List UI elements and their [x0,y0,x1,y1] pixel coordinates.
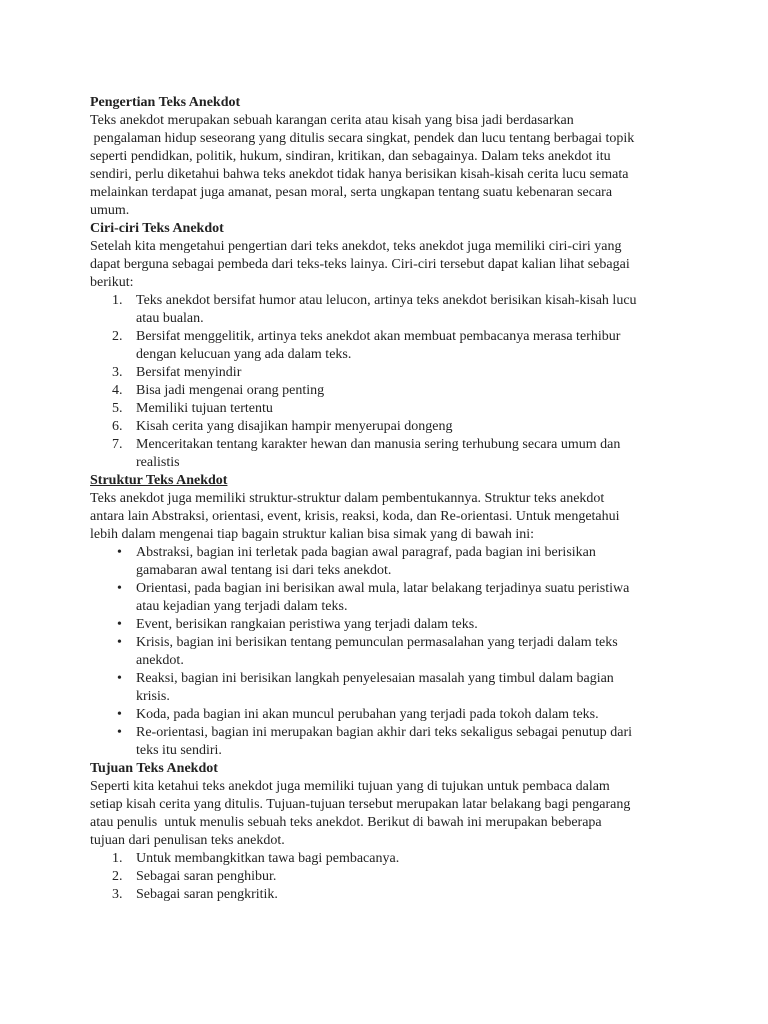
list-item [90,436,710,472]
list-item-text: Bersifat menyindir [136,365,242,380]
list-item-text: Kisah cerita yang disajikan hampir menyerupai dongeng [136,419,453,434]
list-item-text: Menceritakan tentang karakter hewan dan manusia sering terhubung secara umum dan [136,437,621,452]
struktur-list [90,544,710,760]
list-item-text: Abstraksi, bagian ini terletak pada bagian awal paragraf, pada bagian ini berisikan [136,545,596,560]
list-item-text: Orientasi, pada bagian ini berisikan awal mula, latar belakang terjadinya suatu peristiwa [136,581,630,596]
list-item [90,616,710,634]
list-item [90,544,710,580]
paragraph-struktur [90,490,710,544]
tujuan-list [90,850,710,904]
list-item [90,580,710,616]
section-heading-struktur: Struktur Teks Anekdot [90,473,228,488]
list-item-text: teks itu sendiri. [136,743,222,758]
text-line: atau penulis untuk menulis sebuah teks anekdot. Berikut di bawah ini merupakan beberapa [90,815,602,830]
text-line: setiap kisah cerita yang ditulis. Tujuan-tujuan tersebut merupakan latar belakang bagi pengarang [90,797,631,812]
bullet-icon: • [117,707,122,722]
list-item [90,364,710,382]
text-line: berikut: [90,275,134,290]
text-line: antara lain Abstraksi, orientasi, event, krisis, reaksi, koda, dan Re-orientasi. Untuk mengetahui [90,509,620,524]
ciri-ciri-list [90,292,710,472]
bullet-icon: • [117,581,122,596]
list-item-text: Untuk membangkitkan tawa bagi pembacanya. [136,851,400,866]
text-line: umum. [90,203,130,218]
bullet-icon: • [117,617,122,632]
document-page [90,94,710,904]
list-item [90,328,710,364]
list-item-text: anekdot. [136,653,184,668]
list-item [90,400,710,418]
list-number: 3. [112,887,123,902]
list-item-text: Reaksi, bagian ini berisikan langkah penyelesaian masalah yang timbul dalam bagian [136,671,614,686]
list-item [90,634,710,670]
list-item [90,382,710,400]
list-item-text: Sebagai saran penghibur. [136,869,277,884]
list-number: 6. [112,419,123,434]
list-item [90,724,710,760]
list-number: 2. [112,329,123,344]
list-item-text: Krisis, bagian ini berisikan tentang pemunculan permasalahan yang terjadi dalam teks [136,635,618,650]
text-line: Teks anekdot merupakan sebuah karangan cerita atau kisah yang bisa jadi berdasarkan [90,113,574,128]
text-line: dapat berguna sebagai pembeda dari teks-teks lainya. Ciri-ciri tersebut dapat kalian lihat sebagai [90,257,630,272]
list-number: 7. [112,437,123,452]
list-item [90,850,710,868]
section-heading-tujuan: Tujuan Teks Anekdot [90,761,218,776]
bullet-icon: • [117,635,122,650]
list-item-text: Bersifat menggelitik, artinya teks anekdot akan membuat pembacanya merasa terhibur [136,329,621,344]
text-line: tujuan dari penulisan teks anekdot. [90,833,285,848]
text-line: Setelah kita mengetahui pengertian dari teks anekdot, teks anekdot juga memiliki ciri-ciri yang [90,239,622,254]
list-item-text: atau bualan. [136,311,204,326]
text-line: Seperti kita ketahui teks anekdot juga memiliki tujuan yang di tujukan untuk pembaca dalam [90,779,610,794]
list-item-text: dengan kelucuan yang ada dalam teks. [136,347,352,362]
list-item [90,706,710,724]
list-number: 3. [112,365,123,380]
list-item [90,292,710,328]
paragraph-tujuan [90,778,710,850]
list-item-text: Bisa jadi mengenai orang penting [136,383,325,398]
section-heading-pengertian: Pengertian Teks Anekdot [90,95,241,110]
list-item-text: Re-orientasi, bagian ini merupakan bagian akhir dari teks sekaligus sebagai penutup dari [136,725,633,740]
list-number: 2. [112,869,123,884]
list-item-text: gamabaran awal tentang isi dari teks anekdot. [136,563,392,578]
list-item-text: realistis [136,455,180,470]
list-number: 5. [112,401,123,416]
list-item-text: Teks anekdot bersifat humor atau lelucon, artinya teks anekdot berisikan kisah-kisah lucu [136,293,637,308]
list-number: 1. [112,293,123,308]
list-item [90,868,710,886]
list-item-text: Sebagai saran pengkritik. [136,887,278,902]
paragraph-pengertian [90,112,710,220]
bullet-icon: • [117,725,122,740]
paragraph-ciri-ciri [90,238,710,292]
list-item [90,418,710,436]
text-line: pengalaman hidup seseorang yang ditulis secara singkat, pendek dan lucu tentang berbagai topik [90,131,635,146]
list-number: 4. [112,383,123,398]
list-item-text: atau kejadian yang terjadi dalam teks. [136,599,348,614]
list-item-text: Memiliki tujuan tertentu [136,401,273,416]
text-line: Teks anekdot juga memiliki struktur-struktur dalam pembentukannya. Struktur teks anekdot [90,491,605,506]
list-item-text: Koda, pada bagian ini akan muncul perubahan yang terjadi pada tokoh dalam teks. [136,707,599,722]
text-line: seperti pendidkan, politik, hukum, sindiran, kritikan, dan sebagainya. Dalam teks anekdot itu [90,149,611,164]
bullet-icon: • [117,545,122,560]
list-item [90,670,710,706]
list-item-text: Event, berisikan rangkaian peristiwa yang terjadi dalam teks. [136,617,478,632]
section-heading-ciri-ciri: Ciri-ciri Teks Anekdot [90,221,224,236]
bullet-icon: • [117,671,122,686]
list-item-text: krisis. [136,689,170,704]
list-item [90,886,710,904]
text-line: melainkan terdapat juga amanat, pesan moral, serta ungkapan tentang suatu kebenaran secara [90,185,613,200]
text-line: sendiri, perlu diketahui bahwa teks anekdot tidak hanya berisikan kisah-kisah cerita lucu semata [90,167,629,182]
text-line: lebih dalam mengenai tiap bagain struktur kalian bisa simak yang di bawah ini: [90,527,534,542]
list-number: 1. [112,851,123,866]
